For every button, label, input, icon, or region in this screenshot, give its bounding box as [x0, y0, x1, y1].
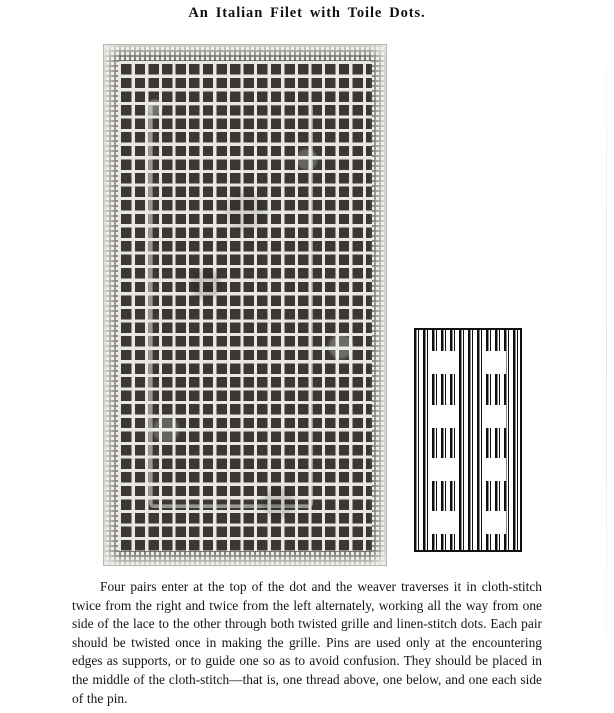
- pattern-diagram: [414, 328, 522, 552]
- lace-inner-frame: [152, 105, 310, 505]
- lace-photograph: [104, 45, 386, 565]
- toile-dot: [433, 459, 454, 480]
- toile-dot: [433, 512, 454, 533]
- lace-filet-field: [118, 61, 372, 551]
- toile-dot: [433, 352, 454, 373]
- diagram-grid-mesh: [414, 328, 522, 552]
- toile-dot: [433, 406, 454, 427]
- body-paragraph: Four pairs enter at the top of the dot and the weaver traverses it in cloth-stitch twice from the right and twice from the left alternately, working all the way from one side of the lace to the other through both twisted grille and linen-stitch dots. Each pair should be twisted once in making the grille. Pins are used only at the encountering edges as supports, or to guide one so as to avoid confusion. They should be placed in the middle of the cloth-stitch—that is, one thread above, one below, and one each side of the pin.: [72, 579, 542, 706]
- toile-dot: [484, 459, 505, 480]
- page-title: An Italian Filet with Toile Dots.: [188, 5, 426, 21]
- toile-dot: [484, 512, 505, 533]
- toile-dot: [484, 406, 505, 427]
- toile-dot: [484, 352, 505, 373]
- scan-edge-artifact: [606, 0, 607, 713]
